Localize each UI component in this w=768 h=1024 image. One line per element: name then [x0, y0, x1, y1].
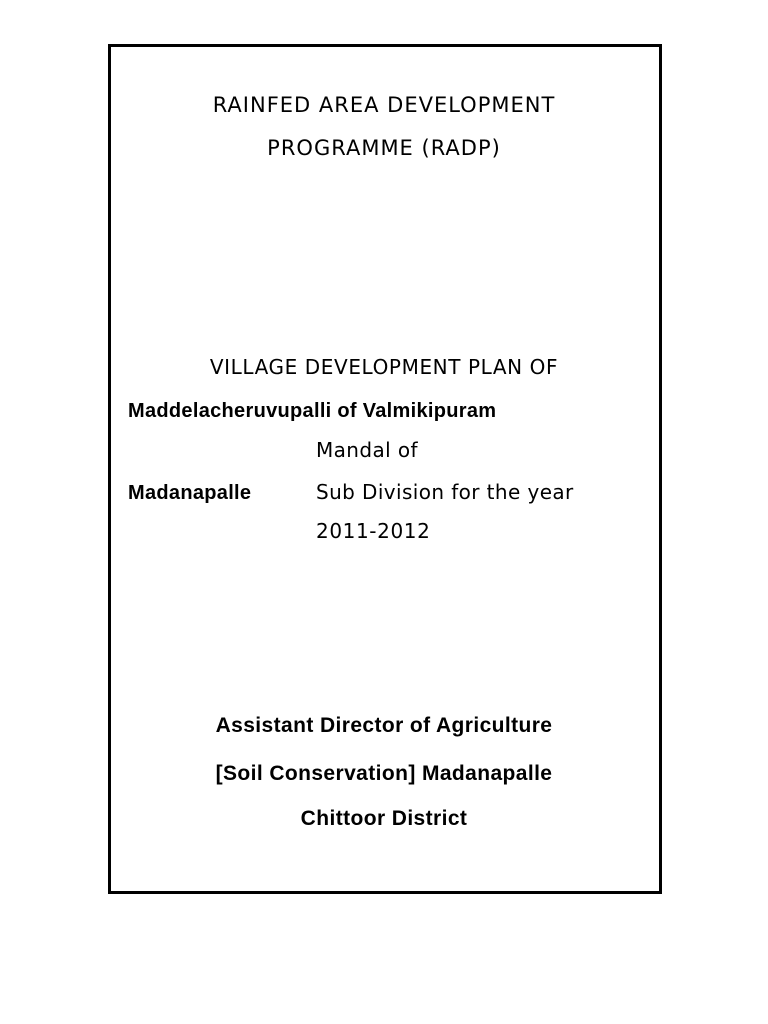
village-line: Maddelacheruvupalli of Valmikipuram [128, 400, 497, 422]
office-line-2: [Soil Conservation] Madanapalle [215, 762, 553, 785]
office-line-3: Chittoor District [300, 807, 468, 830]
subdivision-name: Madanapalle [128, 482, 252, 504]
plan-year: 2011-2012 [316, 519, 431, 543]
title-line-1: RAINFED AREA DEVELOPMENT [212, 93, 556, 117]
subdivision-label: Sub Division for the year [316, 480, 574, 504]
office-line-1: Assistant Director of Agriculture [215, 714, 553, 737]
mandal-label: Mandal of [316, 438, 418, 462]
plan-heading: VILLAGE DEVELOPMENT PLAN OF [209, 355, 559, 379]
title-line-2: PROGRAMME (RADP) [267, 136, 501, 160]
